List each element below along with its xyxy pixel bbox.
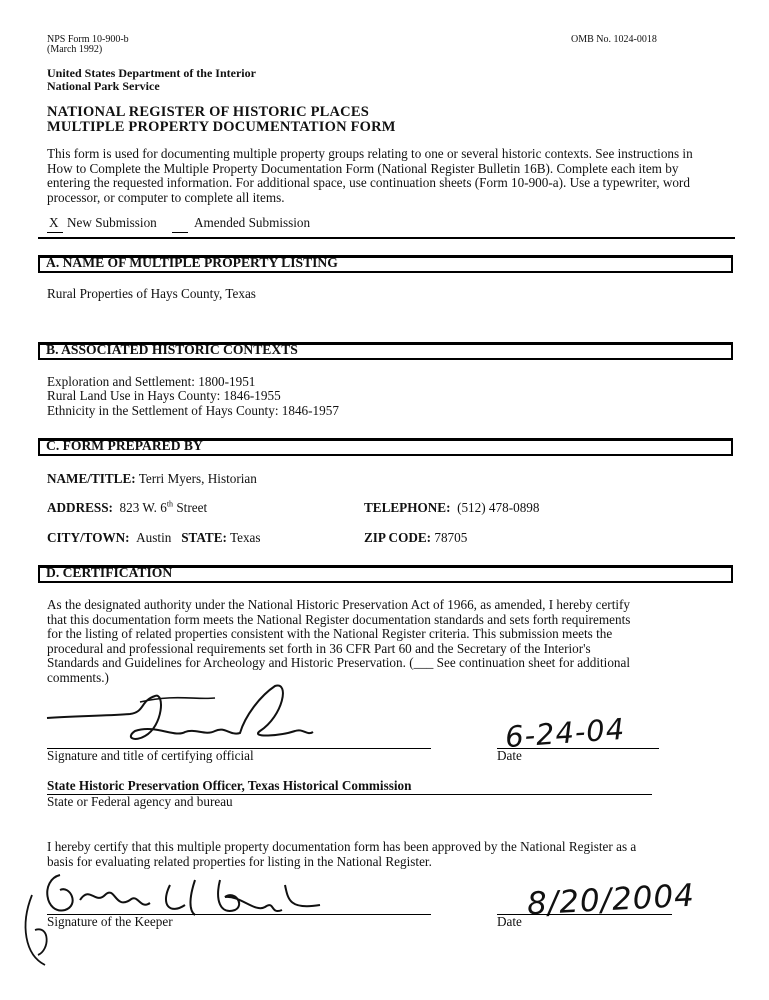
form-number: NPS Form 10-900-b — [47, 34, 129, 45]
form-title-line2: MULTIPLE PROPERTY DOCUMENTATION FORM — [47, 119, 396, 135]
address-label: ADDRESS: — [47, 500, 113, 515]
instructions — [47, 147, 747, 205]
address-street: Street — [176, 500, 208, 515]
keeper-line: basis for evaluating related properties for listing in the National Register. — [47, 853, 432, 869]
department: United States Department of the Interior — [47, 66, 256, 80]
certifying-official-signature — [45, 676, 315, 756]
name-title-value: Terri Myers, Historian — [138, 471, 257, 486]
section-c-bar — [38, 438, 733, 456]
instructions-line: How to Complete the Multiple Property Documentation Form (National Register Bulletin 16B). Complete each item by — [47, 160, 679, 176]
agency-label: State or Federal agency and bureau — [47, 794, 233, 809]
section-d-bar — [38, 565, 733, 583]
certification-line: comments.) — [47, 669, 109, 685]
state-label: STATE: — [181, 530, 227, 545]
multiple-property-name: Rural Properties of Hays County, Texas — [47, 286, 256, 301]
zip-value: 78705 — [434, 530, 468, 545]
keeper-line: I hereby certify that this multiple property documentation form has been approved by the National Register as a — [47, 839, 637, 854]
handwritten-date-2: 8/20/2004 — [526, 877, 696, 923]
form-date: (March 1992) — [47, 44, 103, 55]
section-a-heading: A. NAME OF MULTIPLE PROPERTY LISTING — [46, 255, 338, 270]
zip-label: ZIP CODE: — [364, 530, 432, 545]
address-row — [47, 501, 207, 516]
section-b-heading: B. ASSOCIATED HISTORIC CONTEXTS — [46, 342, 298, 357]
form-title-line1: NATIONAL REGISTER OF HISTORIC PLACES — [47, 104, 369, 120]
certification-line: for the listing of related properties consistent with the National Register criteria. This submission meets the — [47, 626, 613, 642]
handwritten-date-1: 6-24-04 — [503, 711, 627, 755]
date-line-2 — [497, 914, 672, 915]
address-street-number: 823 W. 6 — [119, 500, 167, 515]
instructions-line: entering the requested information. For additional space, use continuation sheets (Form 10-900-a). Use a typewriter, word — [47, 175, 690, 191]
section-a-bar — [38, 255, 733, 273]
city-label: CITY/TOWN: — [47, 530, 130, 545]
instructions-line: processor, or computer to complete all items. — [47, 189, 285, 205]
header-divider — [38, 237, 735, 239]
official-title: State Historic Preservation Officer, Texas Historical Commission — [47, 778, 412, 793]
date-label-1: Date — [497, 748, 522, 763]
name-title-row — [47, 472, 257, 487]
city-row — [47, 531, 261, 546]
amended-submission-label: Amended Submission — [194, 215, 311, 230]
telephone-row — [364, 501, 539, 516]
context-item: Rural Land Use in Hays County: 1846-1955 — [47, 388, 281, 403]
city-value: Austin — [136, 530, 172, 545]
address-ordinal: th — [166, 499, 174, 509]
section-c-heading: C. FORM PREPARED BY — [46, 438, 203, 453]
signature-label: Signature and title of certifying official — [47, 748, 254, 763]
telephone-value: (512) 478-0898 — [457, 500, 540, 515]
context-item: Ethnicity in the Settlement of Hays County: 1846-1957 — [47, 403, 339, 418]
name-title-label: NAME/TITLE: — [47, 471, 136, 486]
omb-number: OMB No. 1024-0018 — [571, 34, 657, 45]
certification-line: As the designated authority under the National Historic Preservation Act of 1966, as amended, I hereby certify — [47, 597, 631, 612]
service: National Park Service — [47, 79, 160, 93]
state-value: Texas — [229, 530, 261, 545]
certification-paragraph — [47, 598, 747, 686]
certification-line: procedural and professional requirements set forth in 36 CFR Part 60 and the Secretary of the Interior's — [47, 640, 591, 656]
keeper-label: Signature of the Keeper — [47, 914, 173, 929]
section-b-bar — [38, 342, 733, 360]
certification-line: Standards and Guidelines for Archeology and Historic Preservation. (___ See continuation sheet for additional — [47, 655, 631, 671]
new-submission-line — [47, 232, 63, 233]
amended-submission-line[interactable] — [172, 232, 188, 233]
context-item: Exploration and Settlement: 1800-1951 — [47, 374, 256, 389]
new-submission-mark[interactable]: X — [49, 215, 59, 230]
date-label-2: Date — [497, 914, 522, 929]
address-value — [120, 500, 208, 515]
new-submission-label: New Submission — [67, 215, 157, 230]
zip-row — [364, 531, 467, 546]
section-d-heading: D. CERTIFICATION — [46, 565, 173, 580]
certification-line: that this documentation form meets the National Register documentation standards and sets forth requirements — [47, 611, 631, 627]
telephone-label: TELEPHONE: — [364, 500, 451, 515]
instructions-line: This form is used for documenting multiple property groups relating to one or several historic contexts. See instructions in — [47, 146, 693, 161]
